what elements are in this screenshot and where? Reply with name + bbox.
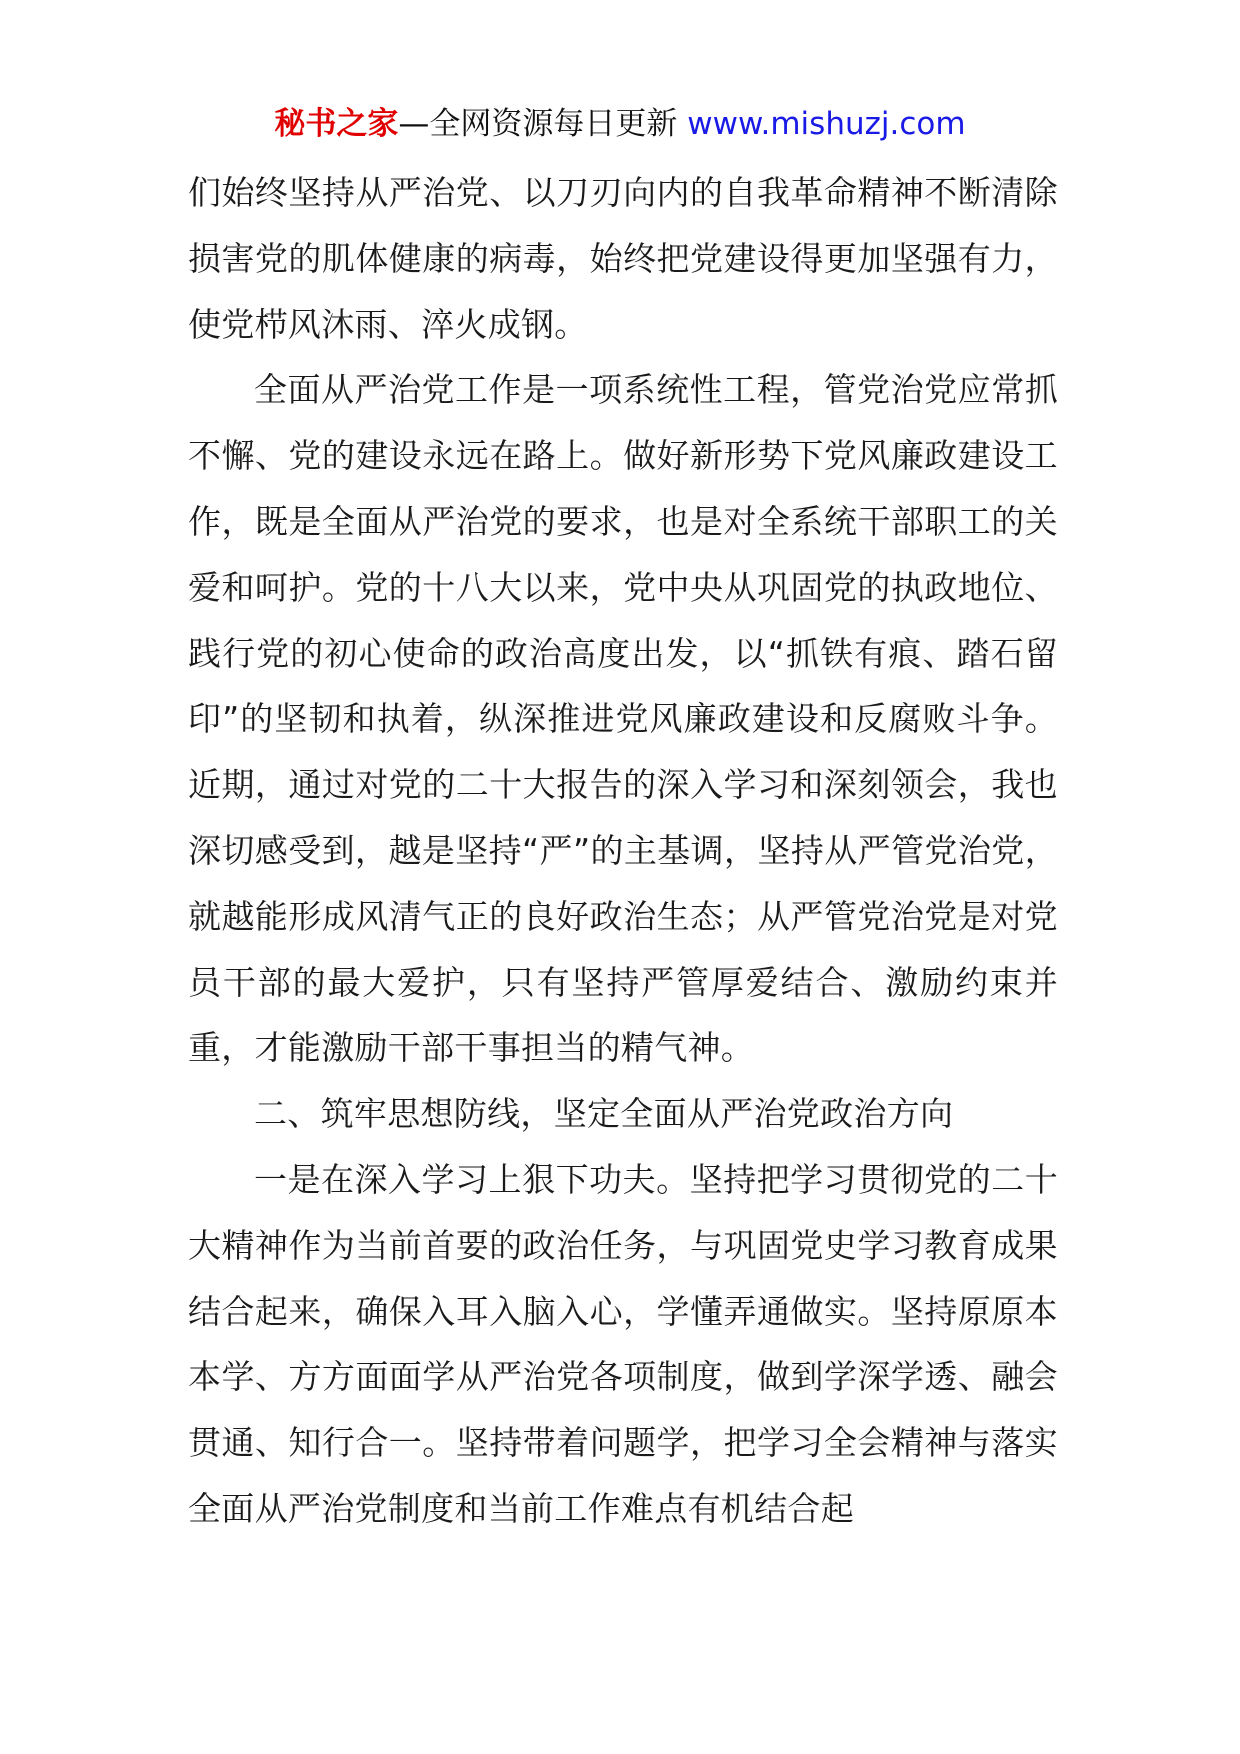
site-header (0, 102, 1240, 146)
brand-name: 秘书之家 (274, 106, 399, 142)
paragraph: 一是在深入学习上狠下功夫。坚持把学习贯彻党的二十大精神作为当前首要的政治任务，与巩固党史学习教育成果结合起来，确保入耳入脑入心，学懂弄通做实。坚持原原本本学、方方面面学从严治党各项制度，做到学深学透、融会贯通、知行合一。坚持带着问题学，把学习全会精神与落实全面从严治党制度和当前工作难点有机结合起 (188, 1159, 1058, 1528)
header-tagline: —全网资源每日更新 (398, 106, 688, 142)
paragraph-continuation: 们始终坚持从严治党、以刀刃向内的自我革命精神不断清除损害党的肌体健康的病毒，始终把党建设得更加坚强有力，使党栉风沐雨、淬火成钢。 (188, 173, 1058, 344)
document-body (188, 160, 1058, 1542)
section-heading: 二、筑牢思想防线，坚定全面从严治党政治方向 (254, 1094, 954, 1134)
site-url-link[interactable]: www.mishuzj.com (687, 106, 966, 142)
paragraph: 全面从严治党工作是一项系统性工程，管党治党应常抓不懈、党的建设永远在路上。做好新形势下党风廉政建设工作，既是全面从严治党的要求，也是对全系统干部职工的关爱和呵护。党的十八大以来，党中央从巩固党的执政地位、践行党的初心使命的政治高度出发，以“抓铁有痕、踏石留印”的坚韧和执着，纵深推进党风廉政建设和反腐败斗争。近期，通过对党的二十大报告的深入学习和深刻领会，我也深切感受到，越是坚持“严”的主基调，坚持从严管党治党，就越能形成风清气正的良好政治生态；从严管党治党是对党员干部的最大爱护，只有坚持严管厚爱结合、激励约束并重，才能激励干部干事担当的精气神。 (188, 370, 1058, 1068)
